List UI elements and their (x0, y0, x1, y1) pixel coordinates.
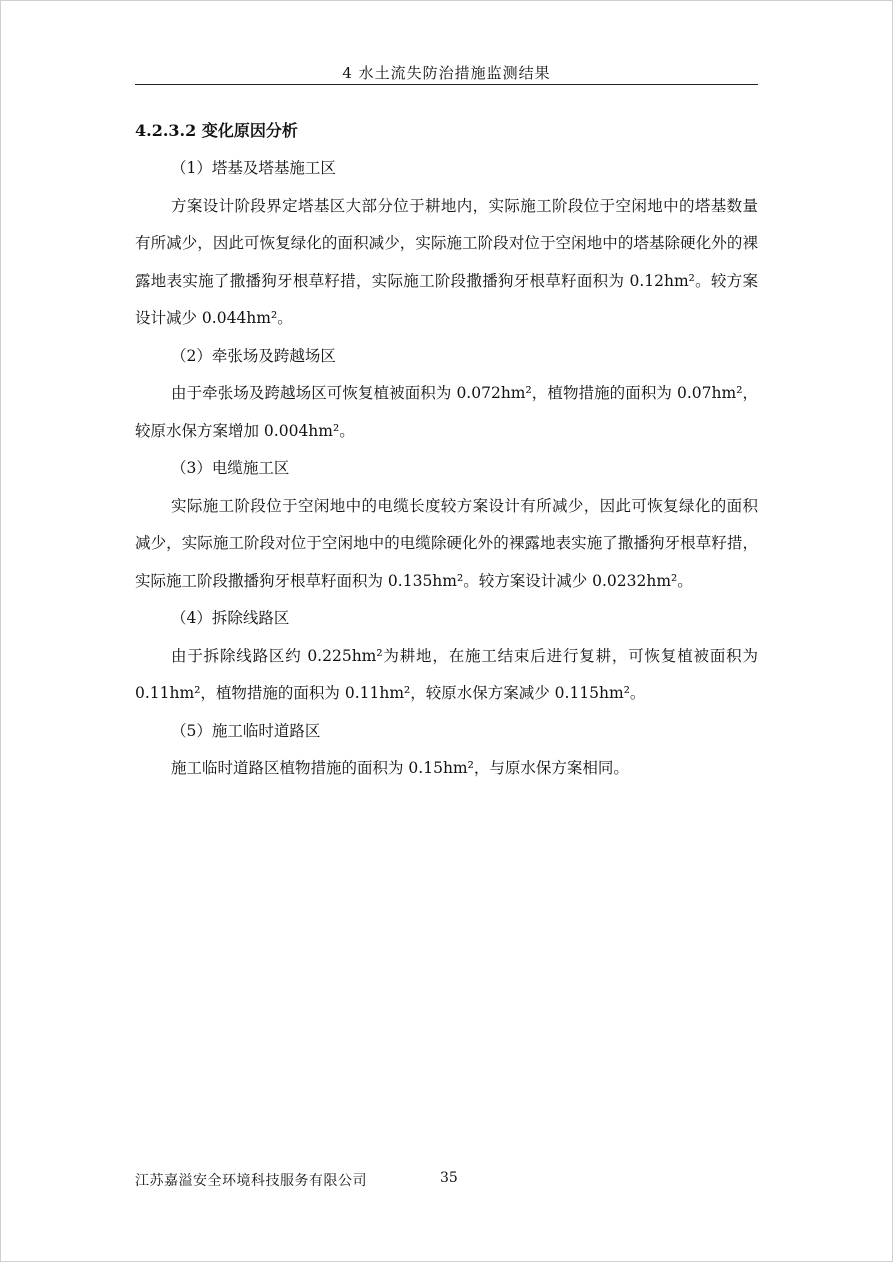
page-number: 35 (440, 1170, 458, 1186)
page-footer (135, 1170, 458, 1190)
header-rule (135, 84, 758, 85)
paragraph-3: 实际施工阶段位于空闲地中的电缆长度较方案设计有所减少，因此可恢复绿化的面积减少，实际施工阶段对位于空闲地中的电缆除硬化外的裸露地表实施了撒播狗牙根草籽措，实际施工阶段撒播狗牙根草籽面积为 0.135hm²。较方案设计减少 0.0232hm²。 (135, 496, 758, 590)
paragraph-4: 由于拆除线路区约 0.225hm²为耕地，在施工结束后进行复耕，可恢复植被面积为 0.11hm²，植物措施的面积为 0.11hm²，较原水保方案减少 0.115hm²。 (135, 646, 758, 702)
paragraph-5: 施工临时道路区植物措施的面积为 0.15hm²，与原水保方案相同。 (171, 759, 629, 777)
running-header: 4 水土流失防治措施监测结果 (342, 64, 551, 82)
paragraph-1: 方案设计阶段界定塔基区大部分位于耕地内，实际施工阶段位于空闲地中的塔基数量有所减少，因此可恢复绿化的面积减少，实际施工阶段对位于空闲地中的塔基除硬化外的裸露地表实施了撒播狗牙根草籽措，实际施工阶段撒播狗牙根草籽面积为 0.12hm²。较方案设计减少 0.044hm²。 (135, 196, 758, 327)
subsection-heading-1: （1）塔基及塔基施工区 (171, 159, 336, 177)
subsection-heading-4: （4）拆除线路区 (171, 609, 290, 627)
subsection-heading-5: （5）施工临时道路区 (171, 721, 321, 740)
footer-company-name: 江苏嘉溢安全环境科技服务有限公司 (135, 1173, 367, 1189)
paragraph-2: 由于牵张场及跨越场区可恢复植被面积为 0.072hm²，植物措施的面积为 0.07hm²，较原水保方案增加 0.004hm²。 (135, 384, 758, 440)
subsection-heading-2: （2）牵张场及跨越场区 (171, 346, 336, 365)
section-heading: 4.2.3.2 变化原因分析 (135, 121, 298, 140)
subsection-heading-3: （3）电缆施工区 (171, 459, 290, 477)
body-content (135, 150, 758, 788)
